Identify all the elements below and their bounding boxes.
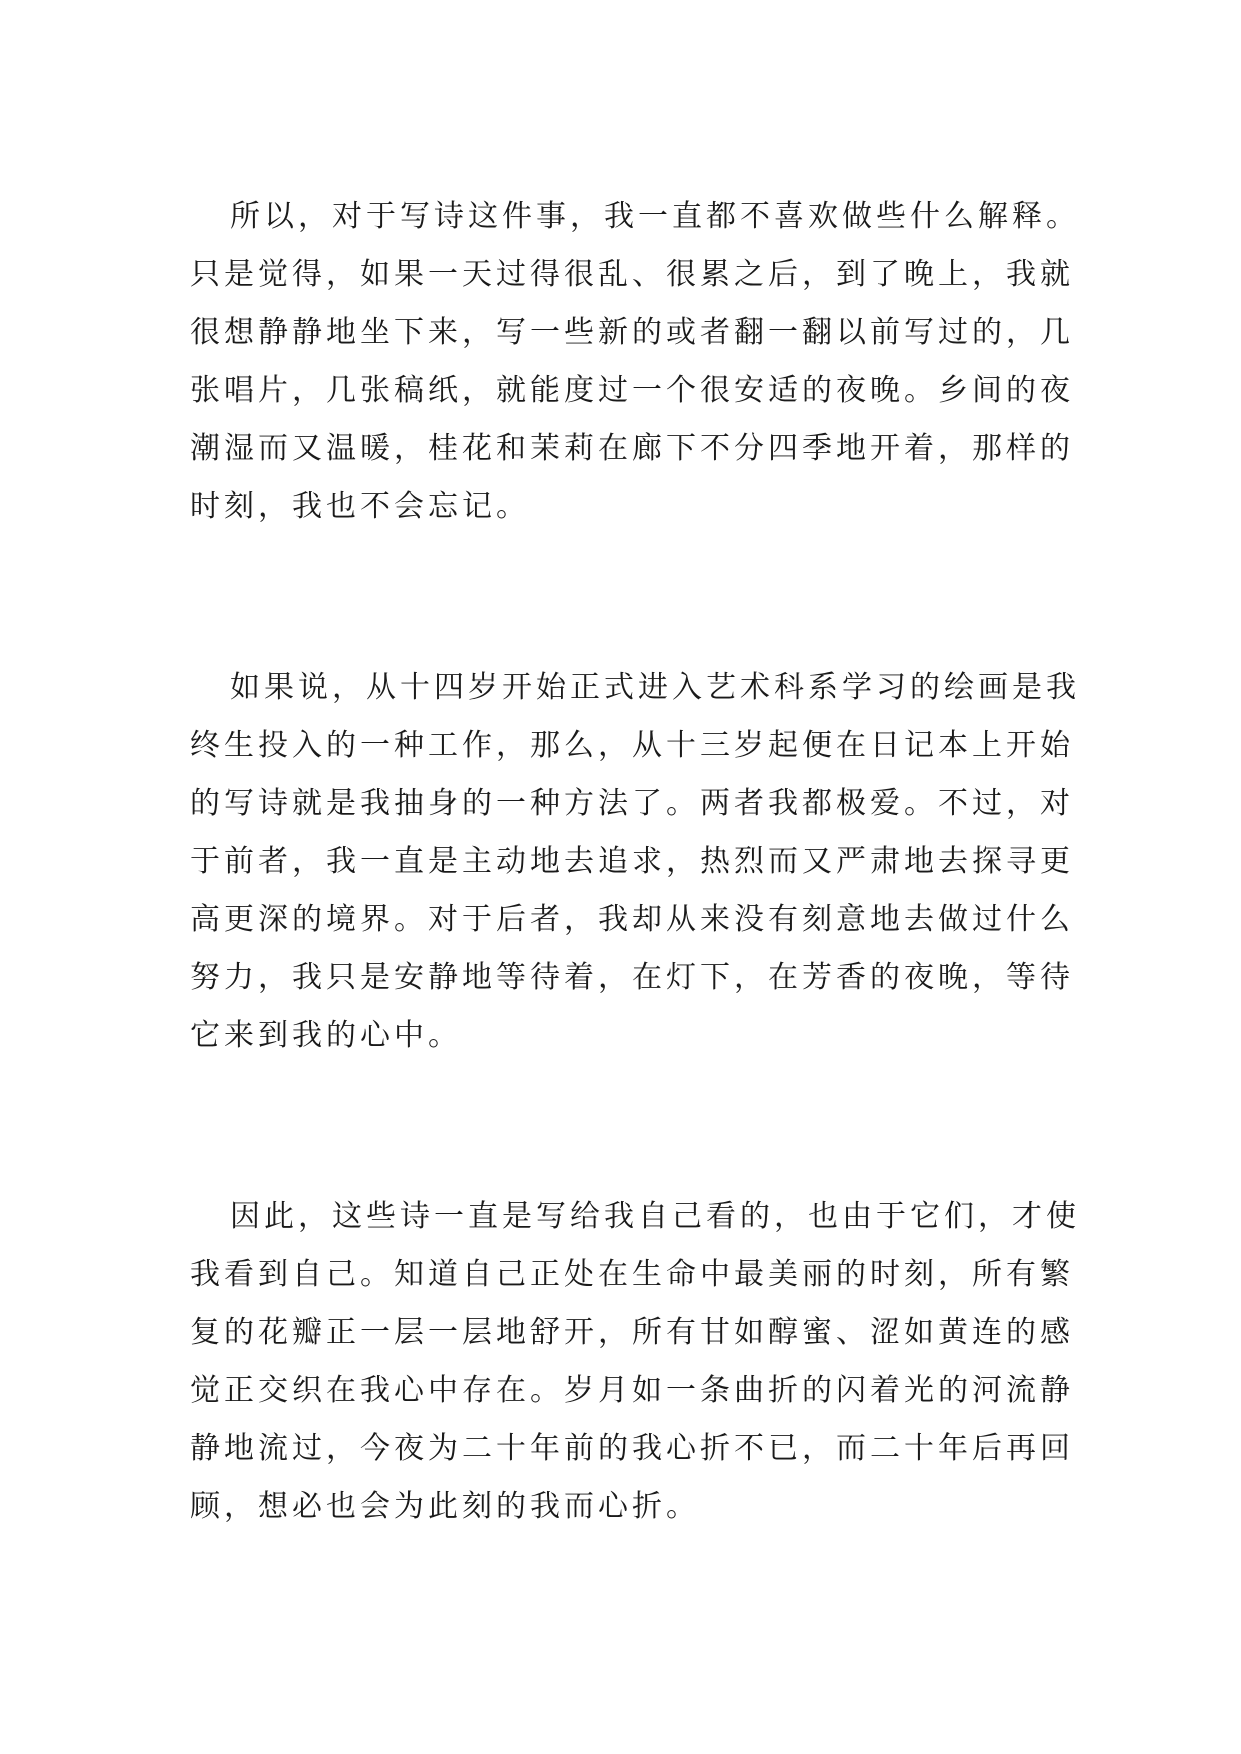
paragraph-line: 觉正交织在我心中存在。岁月如一条曲折的闪着光的河流静	[190, 1373, 1074, 1408]
paragraph-line: 时刻，我也不会忘记。	[190, 489, 530, 524]
paragraph-line: 努力，我只是安静地等待着，在灯下，在芳香的夜晚，等待	[190, 960, 1074, 995]
paragraph-line: 潮湿而又温暖，桂花和茉莉在廊下不分四季地开着，那样的	[190, 431, 1074, 466]
paragraph-line: 张唱片，几张稿纸，就能度过一个很安适的夜晚。乡间的夜	[190, 373, 1074, 408]
paragraph-line: 所以，对于写诗这件事，我一直都不喜欢做些什么解释。	[230, 199, 1080, 234]
paragraph-line: 很想静静地坐下来，写一些新的或者翻一翻以前写过的，几	[190, 315, 1074, 350]
paragraph-line: 顾，想必也会为此刻的我而心折。	[190, 1489, 700, 1524]
paragraph-line: 终生投入的一种工作，那么，从十三岁起便在日记本上开始	[190, 728, 1074, 763]
paragraph-line: 高更深的境界。对于后者，我却从来没有刻意地去做过什么	[190, 902, 1074, 937]
paragraph-line: 我看到自己。知道自己正处在生命中最美丽的时刻，所有繁	[190, 1257, 1074, 1292]
paragraph-line: 于前者，我一直是主动地去追求，热烈而又严肃地去探寻更	[190, 844, 1074, 879]
paragraph-line: 因此，这些诗一直是写给我自己看的，也由于它们，才使	[230, 1199, 1080, 1234]
paragraph-line: 只是觉得，如果一天过得很乱、很累之后，到了晚上，我就	[190, 257, 1074, 292]
paragraph-line: 静地流过，今夜为二十年前的我心折不已，而二十年后再回	[190, 1431, 1074, 1466]
paragraph-line: 如果说，从十四岁开始正式进入艺术科系学习的绘画是我	[230, 670, 1080, 705]
paragraph-line: 的写诗就是我抽身的一种方法了。两者我都极爱。不过，对	[190, 786, 1074, 821]
paragraph-line: 复的花瓣正一层一层地舒开，所有甘如醇蜜、涩如黄连的感	[190, 1315, 1074, 1350]
paragraph-line: 它来到我的心中。	[190, 1018, 462, 1053]
